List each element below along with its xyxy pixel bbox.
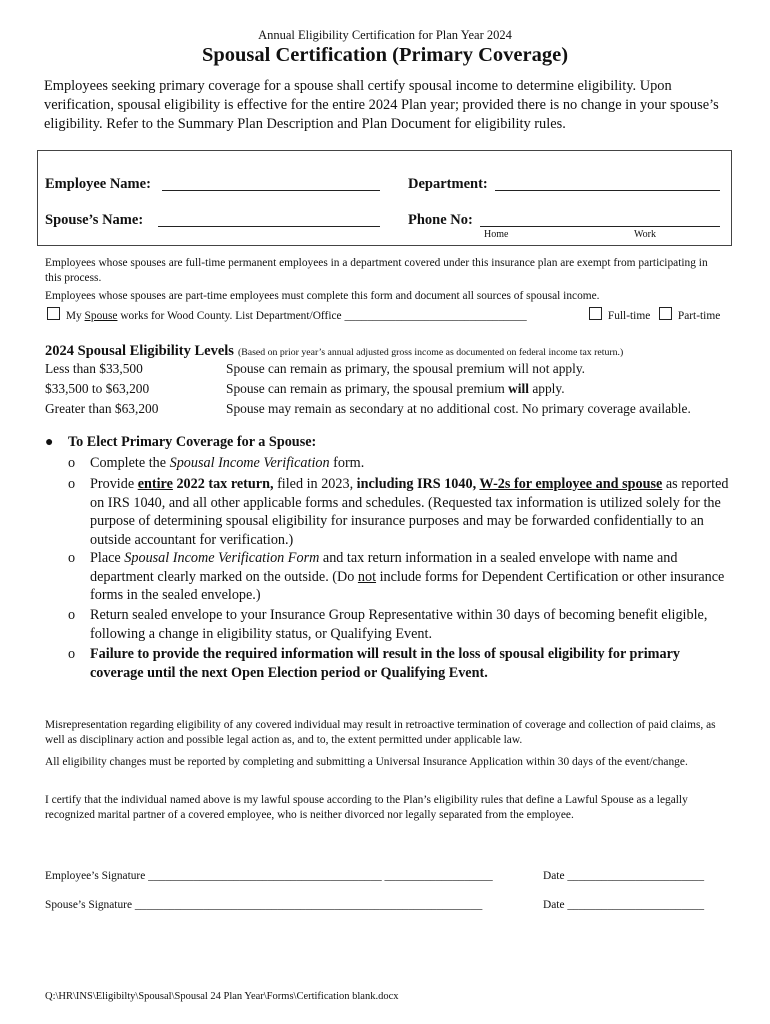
- levels-heading-row: [45, 342, 623, 360]
- intro-paragraph: Employees seeking primary coverage for a spouse shall certify spousal income to determine eligibility. Upon verification, spousal eligibility is effective for the entire 2024 Plan year; provided there is no change in your spouse’s eligibility. Refer to the Summary Plan Description and Plan Document for eligibility rules.: [44, 78, 719, 132]
- parttime-label: Part-time: [677, 310, 721, 322]
- employee-name-label: Employee Name:: [45, 176, 151, 192]
- spouse-name-label: Spouse’s Name:: [45, 212, 144, 228]
- spouse-works-checkbox[interactable]: [47, 307, 60, 320]
- spouse-signature-line[interactable]: Spouse’s Signature _____________________________________________________________: [45, 899, 483, 911]
- sub-bullet-icon: o: [68, 476, 76, 492]
- certify-statement: I certify that the individual named above is my lawful spouse according to the Plan’s eligibility rules that define a Lawful Spouse as a legally recognized marital partner of a covered employee, who is neither divorced nor legally separated from the employee.: [45, 794, 688, 821]
- my-label: My: [65, 310, 82, 322]
- elect-item-1: Complete the Spousal Income Verification form.: [90, 455, 365, 471]
- elect-item-5: Failure to provide the required information will result in the loss of spousal eligibility for primary coverage until the next Open Election period or Qualifying Event.: [90, 646, 680, 681]
- spouse-name-field[interactable]: [158, 212, 380, 227]
- level-range: Less than $33,500: [45, 361, 143, 376]
- employee-name-field[interactable]: [162, 176, 380, 191]
- phone-label: Phone No:: [408, 212, 473, 228]
- level-range: Greater than $63,200: [45, 401, 159, 416]
- home-label: Home: [484, 229, 509, 240]
- levels-heading: 2024 Spousal Eligibility Levels: [45, 343, 234, 359]
- sub-bullet-icon: o: [68, 646, 76, 662]
- spouse-date-line[interactable]: Date ________________________: [543, 899, 705, 911]
- file-path: Q:\HR\INS\Eligibilty\Spousal\Spousal 24 Plan Year\Forms\Certification blank.docx: [45, 991, 399, 1002]
- level-description: Spouse can remain as primary, the spousal premium will apply.: [226, 381, 565, 396]
- elect-item-2: Provide entire 2022 tax return, filed in 2023, including IRS 1040, W-2s for employee and spouse as reported on IRS 1040, and all other applicable forms and schedules. (Requested tax information is utilized solely for the purpose of determining spousal eligibility for insurance purposes and may be forwarded confidentially to an outside accountant for verification.): [90, 476, 729, 548]
- fulltime-option: [589, 307, 650, 324]
- fulltime-checkbox[interactable]: [589, 307, 602, 320]
- level-description: Spouse may remain as secondary at no additional cost. No primary coverage available.: [226, 401, 691, 416]
- department-label: Department:: [408, 176, 488, 192]
- elect-heading: To Elect Primary Coverage for a Spouse:: [68, 434, 317, 450]
- works-for-text: works for Wood County. List Department/Office ________________________________: [120, 310, 527, 322]
- fulltime-exempt-note: Employees whose spouses are full-time permanent employees in a department covered under this insurance plan are exempt from participating in this process.: [45, 257, 708, 284]
- misrepresentation-note: Misrepresentation regarding eligibility of any covered individual may result in retroactive termination of coverage and collection of paid claims, as well as disciplinary action and possible legal action as, and to, the extent permitted under applicable law.: [45, 719, 716, 746]
- elect-item-4: Return sealed envelope to your Insurance Group Representative within 30 days of becoming benefit eligible, following a change in eligibility status, or Qualifying Event.: [90, 607, 708, 642]
- level-range: $33,500 to $63,200: [45, 381, 150, 396]
- parttime-note: Employees whose spouses are part-time employees must complete this form and document all sources of spousal income.: [45, 290, 600, 302]
- phone-field[interactable]: [480, 212, 720, 227]
- level-description: Spouse can remain as primary, the spousal premium will not apply.: [226, 361, 585, 376]
- sub-bullet-icon: o: [68, 455, 76, 471]
- bullet-icon: ●: [45, 435, 54, 450]
- work-label: Work: [634, 229, 656, 240]
- parttime-checkbox[interactable]: [659, 307, 672, 320]
- department-field[interactable]: [495, 176, 720, 191]
- elect-item-3: Place Spousal Income Verification Form and tax return information in a sealed envelope with name and department clearly marked on the outside. (Do not include forms for Dependent Certification or other insurance forms in the sealed envelope.): [90, 550, 725, 603]
- employee-info-box: [37, 150, 732, 246]
- sub-bullet-icon: o: [68, 607, 76, 623]
- sub-bullet-icon: o: [68, 550, 76, 566]
- employee-date-line[interactable]: Date ________________________: [543, 870, 705, 882]
- fulltime-label: Full-time: [607, 310, 651, 322]
- employee-signature-line[interactable]: Employee’s Signature _________________________________________ ___________________: [45, 870, 493, 882]
- page-title: Spousal Certification (Primary Coverage): [201, 44, 569, 66]
- changes-note: All eligibility changes must be reported by completing and submitting a Universal Insurance Application within 30 days of the event/change.: [45, 756, 688, 768]
- levels-heading-note: (Based on prior year’s annual adjusted gross income as documented on federal income tax return.): [237, 347, 624, 358]
- form-subtitle: Annual Eligibility Certification for Plan Year 2024: [258, 28, 512, 42]
- parttime-option: [659, 307, 720, 324]
- spouse-word: Spouse: [84, 310, 118, 322]
